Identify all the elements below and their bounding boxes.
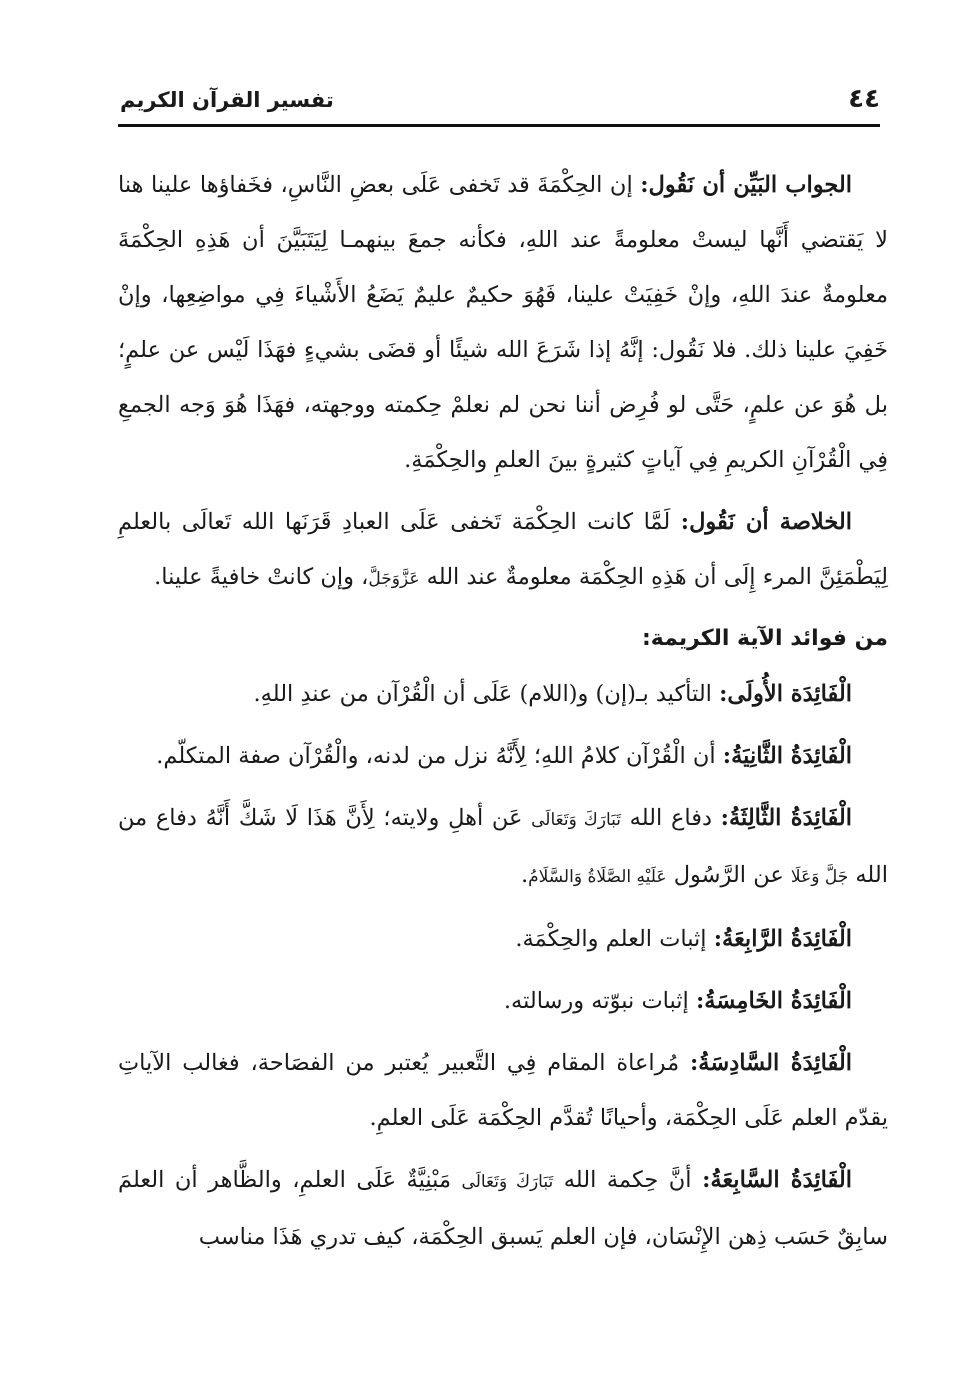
paragraph-text: ، وإن كانتْ خافيةً علينا. (154, 564, 369, 590)
benefit-text: أنَّ حِكمة الله (553, 1167, 703, 1193)
benefit-text: مُراعاة المقام فِي التَّعبير يُعتبر من الفصَاحة، فغالب الآياتِ يقدّم العلم عَلَى الحِكْمَة، وأحيانًا تُقدَّم الحِكْمَة عَلَى العلمِ. (118, 1050, 888, 1131)
benefit-7 (118, 1153, 888, 1265)
benefit-label: الْفَائِدَةُ الخَامِسَةُ: (695, 988, 852, 1014)
running-title: تفسير القرآن الكريم (120, 88, 334, 112)
honorific: تَبَارَكَ وَتَعَالَى (531, 810, 621, 830)
benefit-text: إثبات العلم والحِكْمَة. (515, 926, 714, 952)
paragraph-summary (118, 495, 888, 607)
benefit-text: . (520, 862, 529, 888)
benefit-label: الْفَائِدَةُ السَّابِعَةُ: (702, 1167, 852, 1193)
benefit-text: عَن أهلِ ولايته؛ لِأَنَّ هَذَا لَا شَكَّ أَنَّهُ دفاع من الله (118, 805, 888, 888)
honorific: تَبَارَكَ وَتَعَالَى (461, 1172, 554, 1192)
benefit-text: عن الرَّسُول (666, 862, 791, 888)
benefit-text: التأكيد بـ(إن) و(اللام) عَلَى أن الْقُرْآن من عندِ اللهِ. (253, 681, 720, 707)
honorific: عَزَّوَجَلَّ (368, 569, 420, 589)
section-heading: من فوائد الآية الكريمة: (641, 626, 888, 651)
benefit-label: الْفَائِدَة الأُولَى: (719, 681, 852, 707)
benefit-label: الْفَائِدَةُ الثَّالِثَةُ: (720, 805, 852, 831)
paragraph-answer (118, 158, 888, 488)
page-header (118, 82, 880, 127)
paragraph-text: إن الحِكْمَةَ قد تَخفى عَلَى بعضِ النَّاسِ، فخَفاؤها علينا هنا لا يَقتضي أَنَّها ليستْ معلومةً عند اللهِ، فكأنه جمعَ بينهمـا لِيَتَبَيَّنَ أن هَذِهِ الحِكْمَةَ معلومةٌ عندَ اللهِ، وإنْ خَفِيَتْ علينا، فَهُوَ حكيمٌ عليمٌ يَضَعُ الأَشْياءَ فِي مواضِعِها، وإنْ خَفِيَ علينا ذلك. فلا نَقُول: إنَّهُ إذا شَرَعَ الله شيئًا أو قضَى بشيءٍ فهَذَا لَيْس عن علمٍ؛ بل هُوَ عن علمٍ، حَتَّى لو فُرِض أننا نحن لم نعلمْ حِكمته ووجهته، فهَذَا هُوَ وَجه الجمعِ فِي الْقُرْآنِ الكريمِ فِي آياتٍ كثيرةٍ بينَ العلمِ والحِكْمَةِ. (118, 172, 888, 473)
page-number: ٤٤ (848, 84, 880, 114)
benefit-4 (118, 912, 888, 967)
benefit-1 (118, 667, 888, 722)
benefit-5 (118, 974, 888, 1029)
benefit-text: دفاع الله (620, 805, 721, 831)
benefit-text: أن الْقُرْآن كلامُ اللهِ؛ لِأَنَّهُ نزل من لدنه، والْقُرْآن صفة المتكلّم. (156, 743, 723, 769)
benefit-3 (118, 791, 888, 905)
honorific: جَلَّ وَعَلَا (790, 867, 849, 887)
benefit-2 (118, 729, 888, 784)
paragraph-text: لَمَّا كانت الحِكْمَة تَخفى عَلَى العبادِ قَرَنَها الله تَعالَى بالعلمِ لِيَطْمَئِنَّ المرء إِلَى أن هَذِهِ الحِكْمَة معلومةٌ عند الله (118, 509, 888, 590)
benefit-6 (118, 1036, 888, 1146)
benefit-label: الْفَائِدَةُ الثَّانِيَةُ: (722, 743, 852, 769)
benefit-label: الْفَائِدَةُ الرَّابِعَةُ: (713, 926, 852, 952)
page-body (118, 158, 888, 1265)
honorific: عَلَيْهِ الصَّلَاةُ وَالسَّلَامُ (528, 867, 667, 887)
paragraph-lead: الجواب البَيِّن أن نَقُول: (640, 172, 852, 198)
benefit-text: إثبات نبوّته ورسالته. (503, 988, 696, 1014)
paragraph-lead: الخلاصة أن نَقُول: (680, 509, 852, 535)
benefit-text: مَبْنِيَّةٌ عَلَى العلمِ، والظَّاهر أن العلمَ سابِقٌ حَسَب ذِهن الإِنْسَان، فإن العلم يَسبق الحِكْمَة، كيف تدري هَذَا مناسب (118, 1167, 888, 1250)
benefit-label: الْفَائِدَةُ السَّادِسَةُ: (690, 1050, 852, 1076)
